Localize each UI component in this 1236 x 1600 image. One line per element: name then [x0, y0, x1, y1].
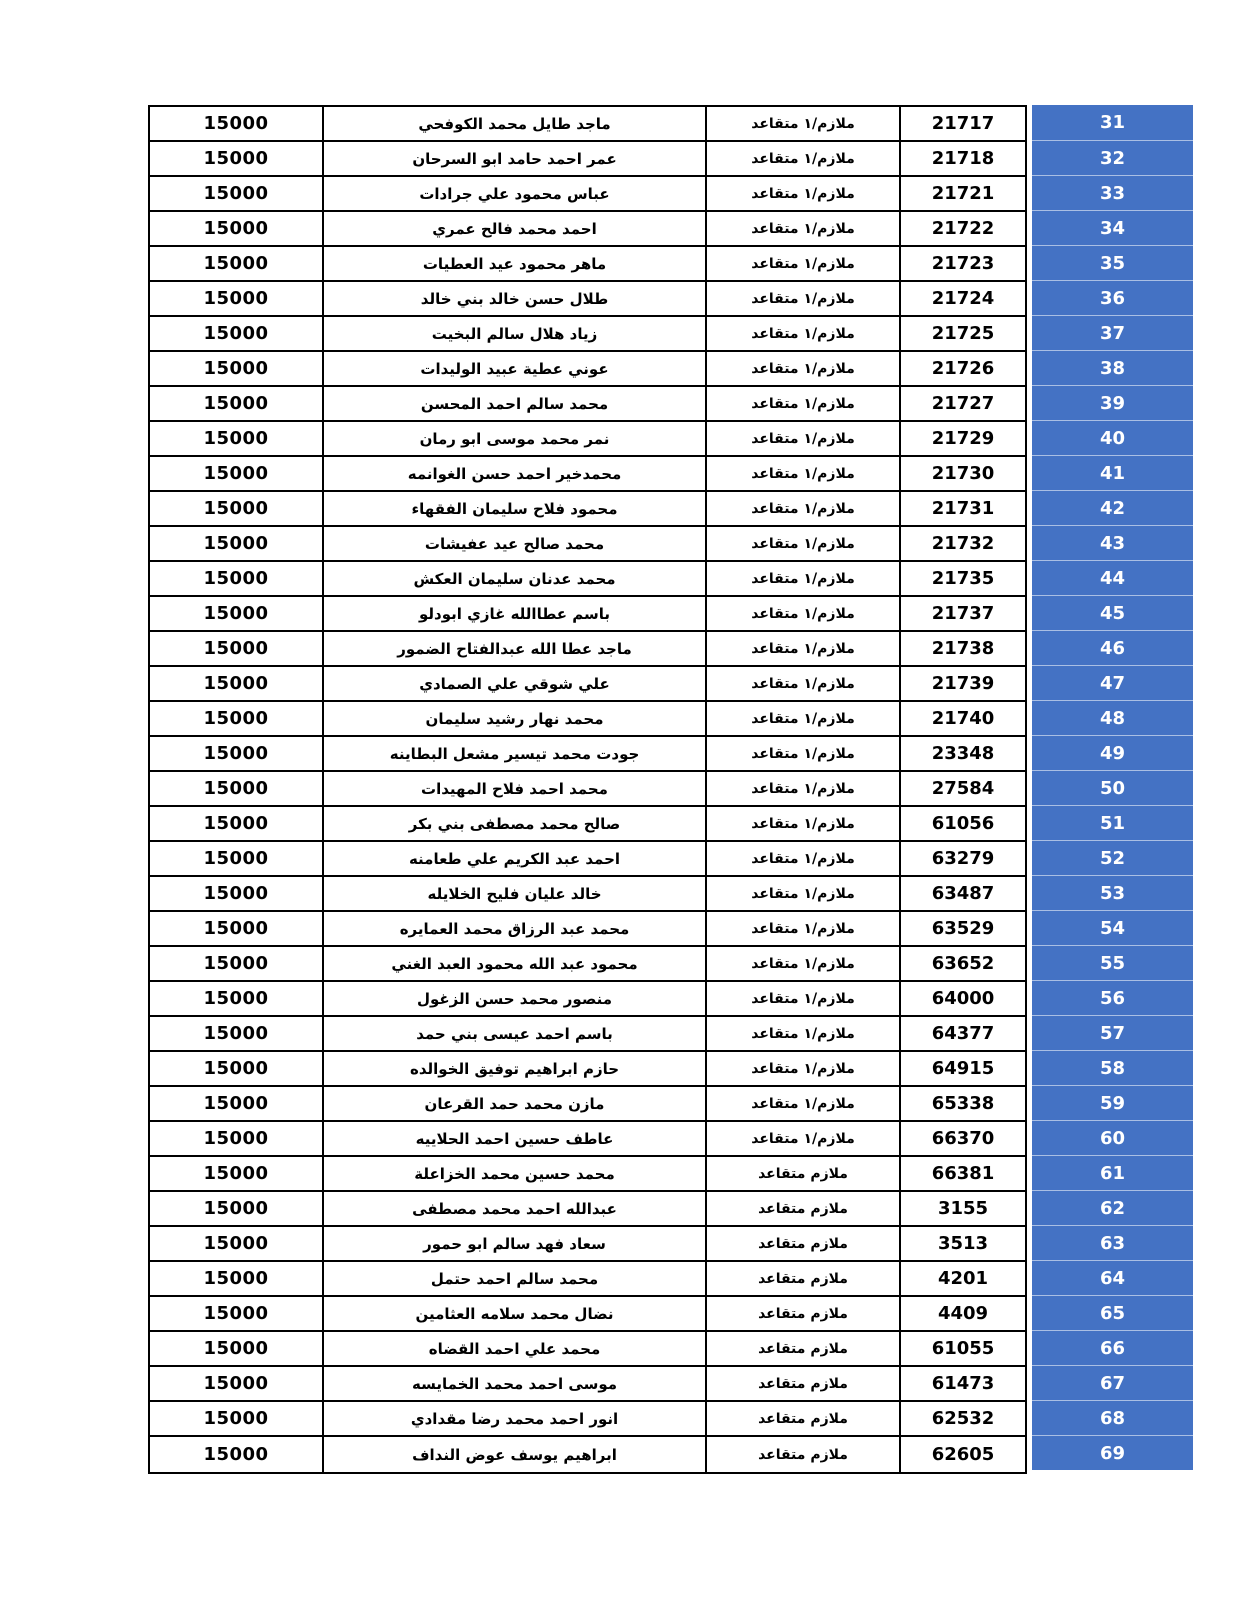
rank-cell: ملازم/١ متقاعد: [705, 597, 899, 630]
name-cell: محمد سالم احمد حتمل: [322, 1262, 705, 1295]
id-number-cell: 21731: [899, 492, 1025, 525]
rank-cell: ملازم متقاعد: [705, 1437, 899, 1472]
rank-cell: ملازم/١ متقاعد: [705, 877, 899, 910]
rank-cell: ملازم/١ متقاعد: [705, 632, 899, 665]
row-index-cell: 58: [1032, 1050, 1193, 1085]
table-row: [150, 702, 1025, 737]
id-number-cell: 21724: [899, 282, 1025, 315]
rank-cell: ملازم متقاعد: [705, 1402, 899, 1435]
id-number-cell: 4201: [899, 1262, 1025, 1295]
name-cell: عاطف حسين احمد الحلاييه: [322, 1122, 705, 1155]
amount-cell: 15000: [203, 1093, 269, 1114]
rank-cell: ملازم/١ متقاعد: [705, 842, 899, 875]
rank-cell: ملازم/١ متقاعد: [705, 947, 899, 980]
table-row: [150, 947, 1025, 982]
row-index-cell: 31: [1032, 105, 1193, 140]
table-row: [150, 422, 1025, 457]
name-cell: طلال حسن خالد بني خالد: [322, 282, 705, 315]
amount-cell: 15000: [203, 813, 269, 834]
amount-cell: 15000: [203, 848, 269, 869]
table-row: [150, 1402, 1025, 1437]
id-number-cell: 21721: [899, 177, 1025, 210]
amount-cell: 15000: [203, 1198, 269, 1219]
rank-cell: ملازم متقاعد: [705, 1262, 899, 1295]
name-cell: زياد هلال سالم البخيت: [322, 317, 705, 350]
table-row: [150, 1087, 1025, 1122]
id-number-cell: 63652: [899, 947, 1025, 980]
row-index-cell: 51: [1032, 805, 1193, 840]
id-number-cell: 21727: [899, 387, 1025, 420]
rank-cell: ملازم/١ متقاعد: [705, 1017, 899, 1050]
table-row: [150, 562, 1025, 597]
name-cell: محمود فلاح سليمان الفقهاء: [322, 492, 705, 525]
rank-cell: ملازم/١ متقاعد: [705, 282, 899, 315]
id-number-cell: 4409: [899, 1297, 1025, 1330]
rank-cell: ملازم/١ متقاعد: [705, 1052, 899, 1085]
id-number-cell: 21722: [899, 212, 1025, 245]
table-row: [150, 1437, 1025, 1472]
id-number-cell: 65338: [899, 1087, 1025, 1120]
row-index-cell: 44: [1032, 560, 1193, 595]
row-index-cell: 57: [1032, 1015, 1193, 1050]
id-number-cell: 62532: [899, 1402, 1025, 1435]
amount-cell: 15000: [203, 1303, 269, 1324]
table-row: [150, 1052, 1025, 1087]
name-cell: محمد حسين محمد الخزاعلة: [322, 1157, 705, 1190]
table-row: [150, 1297, 1025, 1332]
name-cell: محمد صالح عيد عفيشات: [322, 527, 705, 560]
row-index-column: [1032, 105, 1193, 1470]
row-index-cell: 64: [1032, 1260, 1193, 1295]
name-cell: صالح محمد مصطفى بني بكر: [322, 807, 705, 840]
amount-cell: 15000: [203, 1408, 269, 1429]
table-row: [150, 667, 1025, 702]
row-index-cell: 48: [1032, 700, 1193, 735]
table-row: [150, 317, 1025, 352]
name-cell: عوني عطية عبيد الوليدات: [322, 352, 705, 385]
name-cell: عباس محمود علي جرادات: [322, 177, 705, 210]
id-number-cell: 21725: [899, 317, 1025, 350]
amount-cell: 15000: [203, 358, 269, 379]
row-index-cell: 49: [1032, 735, 1193, 770]
name-cell: نضال محمد سلامه العثامين: [322, 1297, 705, 1330]
id-number-cell: 63279: [899, 842, 1025, 875]
id-number-cell: 66381: [899, 1157, 1025, 1190]
name-cell: احمد عبد الكريم علي طعامنه: [322, 842, 705, 875]
id-number-cell: 63529: [899, 912, 1025, 945]
rank-cell: ملازم متقاعد: [705, 1367, 899, 1400]
name-cell: خالد عليان فليح الخلايله: [322, 877, 705, 910]
rank-cell: ملازم متقاعد: [705, 1157, 899, 1190]
amount-cell: 15000: [203, 883, 269, 904]
amount-cell: 15000: [203, 1373, 269, 1394]
rank-cell: ملازم/١ متقاعد: [705, 387, 899, 420]
amount-cell: 15000: [203, 568, 269, 589]
table-row: [150, 457, 1025, 492]
amount-cell: 15000: [203, 603, 269, 624]
row-index-cell: 60: [1032, 1120, 1193, 1155]
rank-cell: ملازم/١ متقاعد: [705, 107, 899, 140]
table-row: [150, 982, 1025, 1017]
rank-cell: ملازم/١ متقاعد: [705, 982, 899, 1015]
amount-cell: 15000: [203, 1268, 269, 1289]
name-cell: ماجد عطا الله عبدالفتاح الضمور: [322, 632, 705, 665]
rank-cell: ملازم/١ متقاعد: [705, 737, 899, 770]
rank-cell: ملازم/١ متقاعد: [705, 177, 899, 210]
id-number-cell: 21730: [899, 457, 1025, 490]
rank-cell: ملازم/١ متقاعد: [705, 667, 899, 700]
id-number-cell: 21735: [899, 562, 1025, 595]
rank-cell: ملازم/١ متقاعد: [705, 807, 899, 840]
table-row: [150, 1332, 1025, 1367]
id-number-cell: 21732: [899, 527, 1025, 560]
rank-cell: ملازم متقاعد: [705, 1227, 899, 1260]
id-number-cell: 61056: [899, 807, 1025, 840]
table-row: [150, 527, 1025, 562]
rank-cell: ملازم/١ متقاعد: [705, 422, 899, 455]
row-index-cell: 37: [1032, 315, 1193, 350]
amount-cell: 15000: [203, 288, 269, 309]
amount-cell: 15000: [203, 778, 269, 799]
table-row: [150, 212, 1025, 247]
rank-cell: ملازم/١ متقاعد: [705, 527, 899, 560]
row-index-cell: 43: [1032, 525, 1193, 560]
table-row: [150, 1227, 1025, 1262]
row-index-cell: 52: [1032, 840, 1193, 875]
row-index-cell: 66: [1032, 1330, 1193, 1365]
id-number-cell: 66370: [899, 1122, 1025, 1155]
name-cell: عبدالله احمد محمد مصطفى: [322, 1192, 705, 1225]
name-cell: محمد نهار رشيد سليمان: [322, 702, 705, 735]
row-index-cell: 45: [1032, 595, 1193, 630]
id-number-cell: 63487: [899, 877, 1025, 910]
id-number-cell: 21738: [899, 632, 1025, 665]
table-row: [150, 1157, 1025, 1192]
id-number-cell: 3155: [899, 1192, 1025, 1225]
rank-cell: ملازم/١ متقاعد: [705, 492, 899, 525]
id-number-cell: 21718: [899, 142, 1025, 175]
table-row: [150, 877, 1025, 912]
rank-cell: ملازم/١ متقاعد: [705, 317, 899, 350]
id-number-cell: 21726: [899, 352, 1025, 385]
name-cell: باسم عطاالله غازي ابودلو: [322, 597, 705, 630]
row-index-cell: 59: [1032, 1085, 1193, 1120]
row-index-cell: 38: [1032, 350, 1193, 385]
row-index-cell: 32: [1032, 140, 1193, 175]
table-row: [150, 737, 1025, 772]
amount-cell: 15000: [203, 393, 269, 414]
amount-cell: 15000: [203, 428, 269, 449]
table-row: [150, 177, 1025, 212]
amount-cell: 15000: [203, 1338, 269, 1359]
row-index-cell: 62: [1032, 1190, 1193, 1225]
row-index-cell: 54: [1032, 910, 1193, 945]
amount-cell: 15000: [203, 953, 269, 974]
amount-cell: 15000: [203, 253, 269, 274]
rank-cell: ملازم/١ متقاعد: [705, 352, 899, 385]
row-index-cell: 33: [1032, 175, 1193, 210]
row-index-cell: 56: [1032, 980, 1193, 1015]
rank-cell: ملازم متقاعد: [705, 1297, 899, 1330]
table-row: [150, 597, 1025, 632]
name-cell: جودت محمد تيسير مشعل البطاينه: [322, 737, 705, 770]
table-row: [150, 107, 1025, 142]
id-number-cell: 23348: [899, 737, 1025, 770]
table-row: [150, 1017, 1025, 1052]
amount-cell: 15000: [203, 1444, 269, 1465]
row-index-cell: 50: [1032, 770, 1193, 805]
name-cell: احمد محمد فالح عمري: [322, 212, 705, 245]
name-cell: سعاد فهد سالم ابو حمور: [322, 1227, 705, 1260]
table-row: [150, 807, 1025, 842]
id-number-cell: 62605: [899, 1437, 1025, 1472]
rank-cell: ملازم/١ متقاعد: [705, 457, 899, 490]
row-index-cell: 47: [1032, 665, 1193, 700]
row-index-cell: 69: [1032, 1435, 1193, 1470]
amount-cell: 15000: [203, 1023, 269, 1044]
id-number-cell: 3513: [899, 1227, 1025, 1260]
amount-cell: 15000: [203, 988, 269, 1009]
amount-cell: 15000: [203, 1058, 269, 1079]
row-index-cell: 67: [1032, 1365, 1193, 1400]
row-index-cell: 40: [1032, 420, 1193, 455]
amount-cell: 15000: [203, 1163, 269, 1184]
amount-cell: 15000: [203, 708, 269, 729]
id-number-cell: 61055: [899, 1332, 1025, 1365]
name-cell: باسم احمد عيسى بني حمد: [322, 1017, 705, 1050]
rank-cell: ملازم/١ متقاعد: [705, 1087, 899, 1120]
rank-cell: ملازم/١ متقاعد: [705, 702, 899, 735]
row-index-cell: 39: [1032, 385, 1193, 420]
table-row: [150, 142, 1025, 177]
id-number-cell: 64915: [899, 1052, 1025, 1085]
table-row: [150, 282, 1025, 317]
row-index-cell: 68: [1032, 1400, 1193, 1435]
name-cell: نمر محمد موسى ابو رمان: [322, 422, 705, 455]
row-index-cell: 35: [1032, 245, 1193, 280]
id-number-cell: 21740: [899, 702, 1025, 735]
row-index-cell: 42: [1032, 490, 1193, 525]
name-cell: محمد احمد فلاح المهيدات: [322, 772, 705, 805]
rank-cell: ملازم/١ متقاعد: [705, 1122, 899, 1155]
name-cell: محمدخير احمد حسن الغوانمه: [322, 457, 705, 490]
amount-cell: 15000: [203, 218, 269, 239]
name-cell: مازن محمد حمد القرعان: [322, 1087, 705, 1120]
retirees-table: [148, 105, 1027, 1474]
amount-cell: 15000: [203, 148, 269, 169]
rank-cell: ملازم/١ متقاعد: [705, 212, 899, 245]
amount-cell: 15000: [203, 183, 269, 204]
row-index-cell: 41: [1032, 455, 1193, 490]
rank-cell: ملازم/١ متقاعد: [705, 562, 899, 595]
rank-cell: ملازم/١ متقاعد: [705, 142, 899, 175]
name-cell: محمد سالم احمد المحسن: [322, 387, 705, 420]
rank-cell: ملازم/١ متقاعد: [705, 912, 899, 945]
name-cell: محمد عبد الرزاق محمد العمايره: [322, 912, 705, 945]
name-cell: موسى احمد محمد الخمايسه: [322, 1367, 705, 1400]
row-index-cell: 65: [1032, 1295, 1193, 1330]
amount-cell: 15000: [203, 743, 269, 764]
name-cell: محمود عبد الله محمود العبد الغني: [322, 947, 705, 980]
table-row: [150, 352, 1025, 387]
name-cell: عمر احمد حامد ابو السرحان: [322, 142, 705, 175]
name-cell: محمد عدنان سليمان العكش: [322, 562, 705, 595]
id-number-cell: 64000: [899, 982, 1025, 1015]
row-index-cell: 61: [1032, 1155, 1193, 1190]
rank-cell: ملازم متقاعد: [705, 1332, 899, 1365]
amount-cell: 15000: [203, 533, 269, 554]
table-row: [150, 772, 1025, 807]
rank-cell: ملازم/١ متقاعد: [705, 772, 899, 805]
id-number-cell: 27584: [899, 772, 1025, 805]
amount-cell: 15000: [203, 673, 269, 694]
row-index-cell: 63: [1032, 1225, 1193, 1260]
id-number-cell: 64377: [899, 1017, 1025, 1050]
rank-cell: ملازم متقاعد: [705, 1192, 899, 1225]
amount-cell: 15000: [203, 918, 269, 939]
table-row: [150, 1192, 1025, 1227]
name-cell: انور احمد محمد رضا مقدادي: [322, 1402, 705, 1435]
amount-cell: 15000: [203, 1128, 269, 1149]
name-cell: ابراهيم يوسف عوض النداف: [322, 1437, 705, 1472]
amount-cell: 15000: [203, 498, 269, 519]
table-row: [150, 1262, 1025, 1297]
table-row: [150, 842, 1025, 877]
table-row: [150, 1367, 1025, 1402]
row-index-cell: 34: [1032, 210, 1193, 245]
table-row: [150, 1122, 1025, 1157]
amount-cell: 15000: [203, 113, 269, 134]
name-cell: منصور محمد حسن الزغول: [322, 982, 705, 1015]
row-index-cell: 46: [1032, 630, 1193, 665]
name-cell: حازم ابراهيم توفيق الخوالده: [322, 1052, 705, 1085]
row-index-cell: 36: [1032, 280, 1193, 315]
id-number-cell: 21717: [899, 107, 1025, 140]
name-cell: ماهر محمود عيد العطيات: [322, 247, 705, 280]
id-number-cell: 21723: [899, 247, 1025, 280]
id-number-cell: 21739: [899, 667, 1025, 700]
row-index-cell: 55: [1032, 945, 1193, 980]
rank-cell: ملازم/١ متقاعد: [705, 247, 899, 280]
amount-cell: 15000: [203, 638, 269, 659]
id-number-cell: 21729: [899, 422, 1025, 455]
id-number-cell: 61473: [899, 1367, 1025, 1400]
id-number-cell: 21737: [899, 597, 1025, 630]
table-row: [150, 492, 1025, 527]
amount-cell: 15000: [203, 463, 269, 484]
name-cell: ماجد طايل محمد الكوفحي: [322, 107, 705, 140]
table-row: [150, 247, 1025, 282]
table-row: [150, 912, 1025, 947]
name-cell: علي شوقي علي الصمادي: [322, 667, 705, 700]
amount-cell: 15000: [203, 323, 269, 344]
table-row: [150, 387, 1025, 422]
name-cell: محمد علي احمد القضاه: [322, 1332, 705, 1365]
amount-cell: 15000: [203, 1233, 269, 1254]
row-index-cell: 53: [1032, 875, 1193, 910]
table-row: [150, 632, 1025, 667]
